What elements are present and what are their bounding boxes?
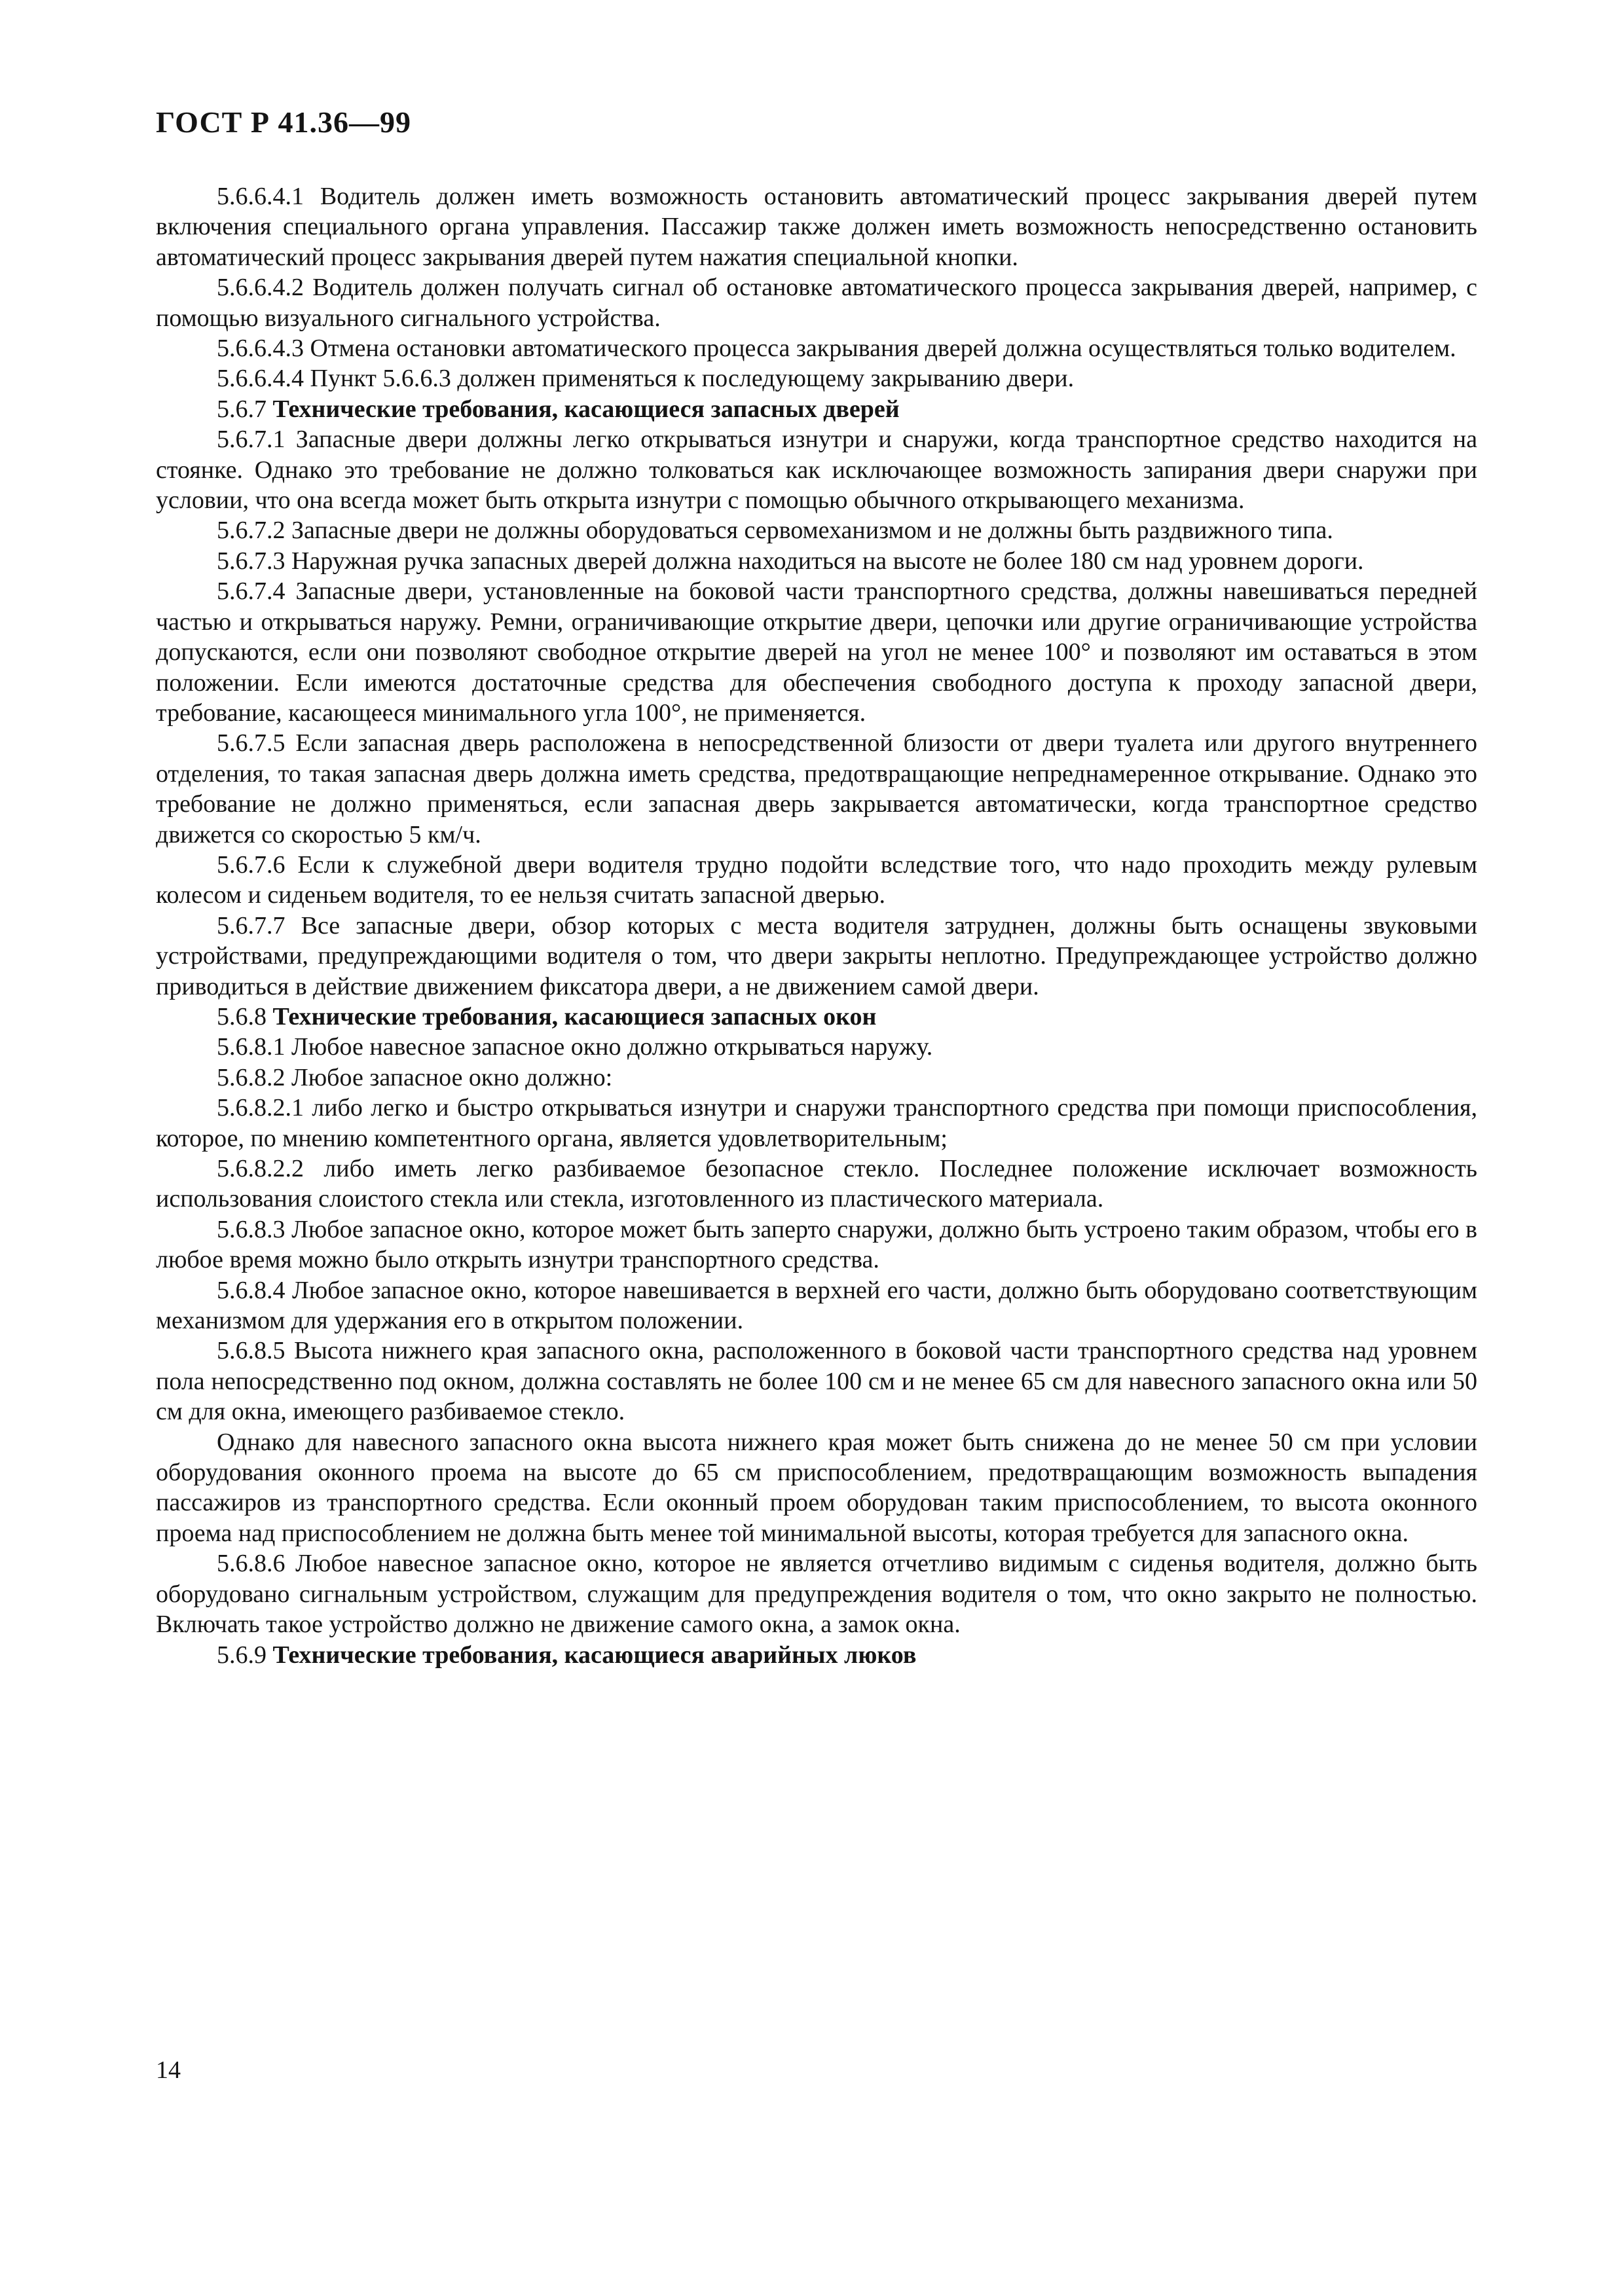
clause-text: Если к служебной двери водителя трудно подойти вследствие того, что надо проходить между рулевым колесом и сиденьем водителя, то ее нельзя считать запасной дверью.	[156, 850, 1478, 909]
clause-number: 5.6.8.2	[217, 1063, 286, 1091]
clause-number: 5.6.6.4.2	[217, 274, 304, 302]
document-code: ГОСТ Р 41.36—99	[156, 105, 411, 139]
paragraph	[156, 728, 1477, 850]
clause-number: 5.6.7.6	[217, 850, 286, 879]
clause-text: Водитель должен иметь возможность остановить автоматический процесс закрывания дверей путем включения специального органа управления. Пассажир также должен иметь возможность непосредственно остановить автоматический процесс закрывания дверей путем нажатия специальной кнопки.	[156, 183, 1477, 271]
paragraph	[156, 576, 1477, 728]
clause-number: 5.6.7.1	[217, 426, 286, 454]
paragraph	[156, 911, 1477, 1002]
clause-number: 5.6.6.4.3	[217, 335, 304, 363]
clause-number: 5.6.8.6	[217, 1550, 286, 1578]
clause-number: 5.6.6.4.4	[217, 365, 304, 393]
clause-text: Наружная ручка запасных дверей должна находиться на высоте не более 180 см над уровнем дороги.	[291, 547, 1364, 575]
clause-text: Любое запасное окно, которое может быть заперто снаружи, должно быть устроено таким образом, чтобы его в любое время можно было открыть изнутри транспортного средства.	[156, 1215, 1477, 1274]
clause-number: 5.6.7.3	[217, 547, 286, 575]
clause-text: Любое запасное окно, которое навешивается в верхней его части, должно быть оборудовано соответствующим механизмом для удержания его в открытом положении.	[156, 1276, 1478, 1335]
clause-number: 5.6.7.4	[217, 577, 286, 606]
section-heading	[156, 394, 1477, 424]
clause-number: 5.6.6.4.1	[217, 183, 304, 210]
paragraph	[156, 272, 1477, 333]
clause-text: либо легко и быстро открываться изнутри и снаружи транспортного средства при помощи приспособления, которое, по мнению компетентного органа, является удовлетворительным;	[156, 1094, 1478, 1152]
paragraph	[156, 1063, 1477, 1093]
page-number: 14	[156, 2056, 181, 2084]
clause-number: 5.6.8.1	[217, 1033, 286, 1061]
paragraph	[156, 333, 1477, 363]
clause-number: 5.6.7.7	[217, 911, 286, 939]
clause-text: Любое навесное запасное окно должно открываться наружу.	[291, 1033, 933, 1061]
clause-text: Запасные двери должны легко открываться изнутри и снаружи, когда транспортное средство находится на стоянке. Однако это требование не должно толковаться как исключающее возможность запирания двери снаружи при условии, что она всегда может быть открыта изнутри с помощью обычного открывающего механизма.	[156, 426, 1478, 515]
clause-number: 5.6.8.5	[217, 1337, 286, 1365]
section-heading	[156, 1002, 1477, 1032]
paragraph	[156, 1275, 1477, 1336]
clause-text: либо иметь легко разбиваемое безопасное стекло. Последнее положение исключает возможность использования слоистого стекла или стекла, изготовленного из пластического материала.	[156, 1155, 1478, 1213]
clause-text: Все запасные двери, обзор которых с места водителя затруднен, должны быть оснащены звуковыми устройствами, предупреждающими водителя о том, что двери закрыты неплотно. Предупреждающее устройство должно приводиться в действие движением фиксатора двери, а не движением самой двери.	[156, 911, 1477, 1000]
paragraph	[156, 1427, 1477, 1549]
clause-number: 5.6.8.4	[217, 1276, 286, 1304]
clause-text: Запасные двери, установленные на боковой части транспортного средства, должны навешиваться передней частью и открываться наружу. Ремни, ограничивающие открытие двери, цепочки или другие ограничивающие устройства допускаются, если они позволяют свободное открытие дверей на угол не менее 100° и позволяют им оставаться в этом положении. Если имеются достаточные средства для обеспечения свободного доступа к проходу запасной двери, требование, касающееся минимального угла 100°, не применяется.	[156, 577, 1477, 727]
document-body	[156, 181, 1477, 1670]
paragraph	[156, 546, 1477, 576]
paragraph	[156, 1154, 1477, 1214]
clause-text: Водитель должен получать сигнал об остановке автоматического процесса закрывания дверей, например, с помощью визуального сигнального устройства.	[156, 274, 1478, 332]
heading-text: Технические требования, касающиеся запасных окон	[272, 1002, 877, 1030]
clause-number: 5.6.8.2.1	[217, 1094, 304, 1122]
clause-text: Отмена остановки автоматического процесса закрывания дверей должна осуществляться только водителем.	[310, 335, 1456, 363]
clause-number: 5.6.8.2.2	[217, 1155, 304, 1182]
clause-number: 5.6.9	[217, 1641, 267, 1669]
paragraph	[156, 1548, 1477, 1639]
clause-number: 5.6.8.3	[217, 1215, 286, 1243]
clause-text: Пункт 5.6.6.3 должен применяться к последующему закрыванию двери.	[310, 365, 1075, 393]
clause-number: 5.6.8	[217, 1002, 267, 1030]
paragraph	[156, 1032, 1477, 1062]
clause-text: Высота нижнего края запасного окна, расположенного в боковой части транспортного средства над уровнем пола непосредственно под окном, должна составлять не более 100 см и не менее 65 см для навесного запасного окна или 50 см для окна, имеющего разбиваемое стекло.	[156, 1337, 1477, 1426]
paragraph	[156, 181, 1477, 272]
clause-number: 5.6.7	[217, 395, 267, 423]
paragraph	[156, 363, 1477, 393]
paragraph	[156, 1214, 1477, 1275]
paragraph	[156, 850, 1477, 911]
paragraph	[156, 424, 1477, 515]
clause-number: 5.6.7.2	[217, 517, 286, 545]
heading-text: Технические требования, касающиеся запасных дверей	[272, 395, 900, 423]
heading-text: Технические требования, касающиеся аварийных люков	[272, 1641, 917, 1669]
clause-number: 5.6.7.5	[217, 729, 286, 757]
paragraph	[156, 1336, 1477, 1427]
paragraph	[156, 1093, 1477, 1154]
clause-text: Если запасная дверь расположена в непосредственной близости от двери туалета или другого внутреннего отделения, то такая запасная дверь должна иметь средства, предотвращающие непреднамеренное открывание. Однако это требование не должно применяться, если запасная дверь закрывается автоматически, когда транспортное средство движется со скоростью 5 км/ч.	[156, 729, 1477, 848]
paragraph	[156, 515, 1477, 545]
section-heading	[156, 1640, 1477, 1670]
clause-text: Однако для навесного запасного окна высота нижнего края может быть снижена до не менее 50 см при условии оборудования оконного проема на высоте до 65 см приспособлением, предотвращающим возможность выпадения пассажиров из транспортного средства. Если оконный проем оборудован таким приспособлением, то высота оконного проема над приспособлением не должна быть менее той минимальной высоты, которая требуется для запасного окна.	[156, 1428, 1477, 1547]
clause-text: Запасные двери не должны оборудоваться сервомеханизмом и не должны быть раздвижного типа.	[291, 517, 1333, 545]
clause-text: Любое запасное окно должно:	[291, 1063, 613, 1091]
clause-text: Любое навесное запасное окно, которое не является отчетливо видимым с сиденья водителя, должно быть оборудовано сигнальным устройством, служащим для предупреждения водителя о том, что окно закрыто не полностью. Включать такое устройство должно не движение самого окна, а замок окна.	[156, 1550, 1478, 1639]
